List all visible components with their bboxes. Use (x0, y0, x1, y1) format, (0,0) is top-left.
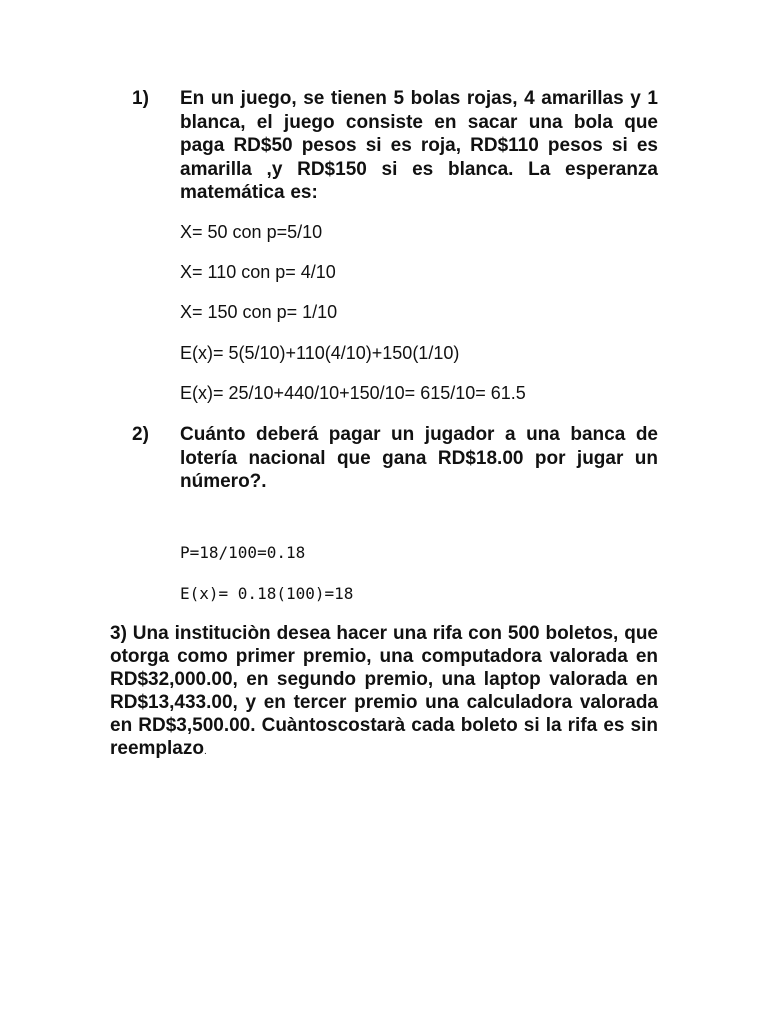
q1-solution-line-4: E(x)= 5(5/10)+110(4/10)+150(1/10) (180, 343, 460, 363)
q1-solution-line-2: X= 110 con p= 4/10 (180, 262, 336, 282)
question-1 (132, 87, 658, 207)
question-2-text: Cuánto deberá pagar un jugador a una banca de lotería nacional que gana RD$18.00 por jugar un número?. (180, 424, 658, 492)
q1-solution-line-1: X= 50 con p=5/10 (180, 222, 323, 242)
question-3 (110, 622, 658, 763)
question-3-period: . (203, 746, 207, 757)
question-2 (132, 423, 658, 495)
q1-solution-line-3: X= 150 con p= 1/10 (180, 302, 338, 322)
q2-solution-line-1: P=18/100=0.18 (180, 543, 306, 562)
question-1-text: En un juego, se tienen 5 bolas rojas, 4 amarillas y 1 blanca, el juego consiste en sacar una bola que paga RD$50 pesos si es roja, RD$110 pesos si es amarilla ,y RD$150 si es blanca. La esperanza matemática es: (180, 88, 658, 203)
question-3-text: 3) Una instituciòn desea hacer una rifa con 500 boletos, que otorga como primer premio, una computadora valorada en RD$32,000.00, en segundo premio, una laptop valorada en RD$13,433.00, y en tercer premio una calculadora valorada en RD$3,500.00. Cuàntoscostarà cada boleto si la rifa es sin reemplazo (110, 623, 658, 759)
q1-solution-line-5: E(x)= 25/10+440/10+150/10= 615/10= 61.5 (180, 383, 526, 403)
question-2-number: 2) (132, 424, 149, 445)
question-1-number: 1) (132, 88, 149, 109)
q2-solution-line-2: E(x)= 0.18(100)=18 (180, 584, 354, 603)
